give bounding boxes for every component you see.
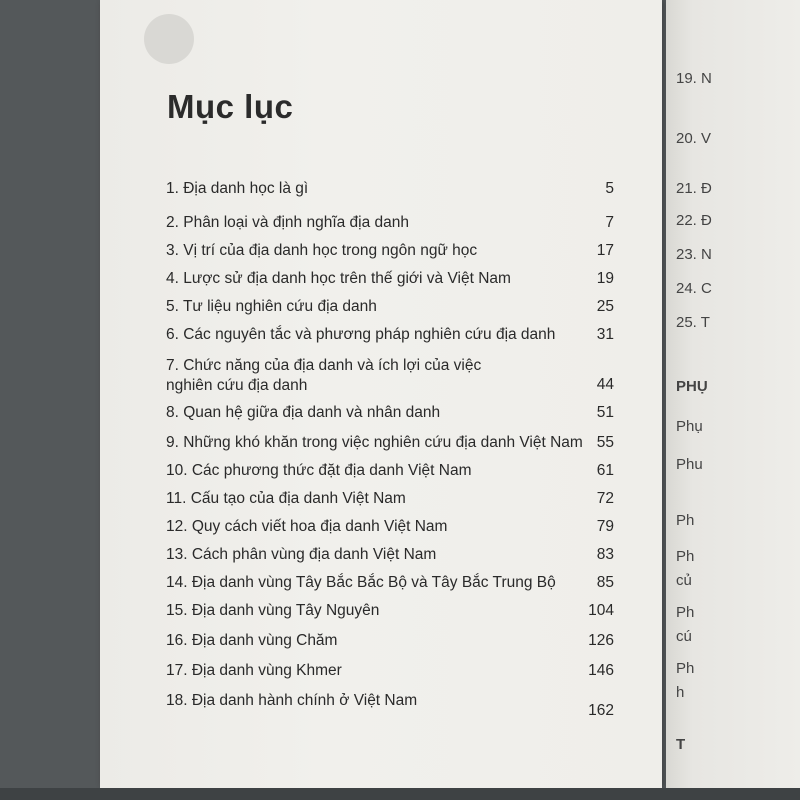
toc-entry-page: 7 (605, 214, 614, 231)
right-page-line: T (676, 736, 686, 753)
toc-entry-page: 19 (596, 270, 614, 287)
toc-entry-text: 17. Địa danh vùng Khmer (166, 662, 342, 679)
toc-entry-text: 14. Địa danh vùng Tây Bắc Bắc Bộ và Tây Bắc Trung Bộ (166, 574, 556, 591)
right-page-line: Ph (676, 512, 695, 529)
toc-entry-text: 8. Quan hệ giữa địa danh và nhân danh (166, 404, 441, 421)
right-page-line: Ph (676, 660, 695, 677)
right-page-line: Ph (676, 548, 695, 565)
toc-entry-text: 10. Các phương thức đặt địa danh Việt Nam (166, 462, 472, 479)
toc-entry-page: 146 (588, 662, 614, 679)
toc-entry-page: 5 (605, 180, 614, 197)
toc-entry-text: 15. Địa danh vùng Tây Nguyên (166, 602, 380, 619)
right-page-line: cú (676, 628, 692, 645)
right-book-page (666, 0, 800, 790)
right-page-line: Phu (676, 456, 703, 473)
toc-entry-page: 104 (588, 602, 614, 619)
toc-entry-page: 51 (596, 404, 614, 421)
bottom-shadow (0, 788, 800, 800)
right-page-line: 23. N (676, 246, 712, 263)
toc-entry-text: 18. Địa danh hành chính ở Việt Nam (166, 692, 418, 709)
right-page-line: 24. C (676, 280, 712, 297)
toc-entry-text: 9. Những khó khăn trong việc nghiên cứu địa danh Việt Nam (166, 434, 583, 451)
toc-entry-text: 16. Địa danh vùng Chăm (166, 632, 338, 649)
toc-entry-page: 31 (596, 326, 614, 343)
toc-entry-page: 25 (596, 298, 614, 315)
right-page-line: Phụ (676, 418, 703, 435)
right-page-heading: PHỤ (676, 378, 708, 395)
toc-entry-page: 61 (596, 462, 614, 479)
toc-entry-page: 162 (588, 702, 614, 719)
toc-list (100, 0, 662, 788)
left-book-page (100, 0, 662, 788)
toc-entry-text: 4. Lược sử địa danh học trên thế giới và Việt Nam (166, 270, 511, 287)
right-page-line: 21. Đ (676, 180, 712, 197)
right-page-line: h (676, 684, 685, 701)
right-page-line: 20. V (676, 130, 712, 147)
toc-entry-page: 85 (596, 574, 614, 591)
toc-entry-text: 7. Chức năng của địa danh và ích lợi của việc nghiên cứu địa danh (166, 357, 482, 394)
toc-title: Mục lục (167, 88, 294, 125)
right-page-line: 19. N (676, 70, 712, 87)
toc-entry-page: 83 (596, 546, 614, 563)
toc-entry-page: 55 (596, 434, 614, 451)
toc-entry-text: 3. Vị trí của địa danh học trong ngôn ngữ học (166, 242, 478, 259)
toc-entry-page: 79 (596, 518, 614, 535)
right-page-line: 22. Đ (676, 212, 712, 229)
toc-entry-page: 17 (596, 242, 614, 259)
right-page-line: 25. T (676, 314, 710, 331)
toc-entry-text: 12. Quy cách viết hoa địa danh Việt Nam (166, 518, 448, 535)
right-page-line: củ (676, 572, 692, 589)
toc-entry-text: 2. Phân loại và định nghĩa địa danh (166, 214, 410, 231)
toc-entry-text: 6. Các nguyên tắc và phương pháp nghiên cứu địa danh (166, 326, 556, 343)
toc-entry-page: 72 (596, 490, 614, 507)
toc-entry-page: 126 (588, 632, 614, 649)
toc-entry-text: 11. Cấu tạo của địa danh Việt Nam (166, 490, 406, 507)
toc-entry-text: 5. Tư liệu nghiên cứu địa danh (166, 298, 377, 315)
right-page-line: Ph (676, 604, 695, 621)
toc-entry-text: 1. Địa danh học là gì (166, 180, 309, 197)
toc-entry-text: 13. Cách phân vùng địa danh Việt Nam (166, 546, 437, 563)
toc-entry-page: 44 (596, 376, 614, 393)
